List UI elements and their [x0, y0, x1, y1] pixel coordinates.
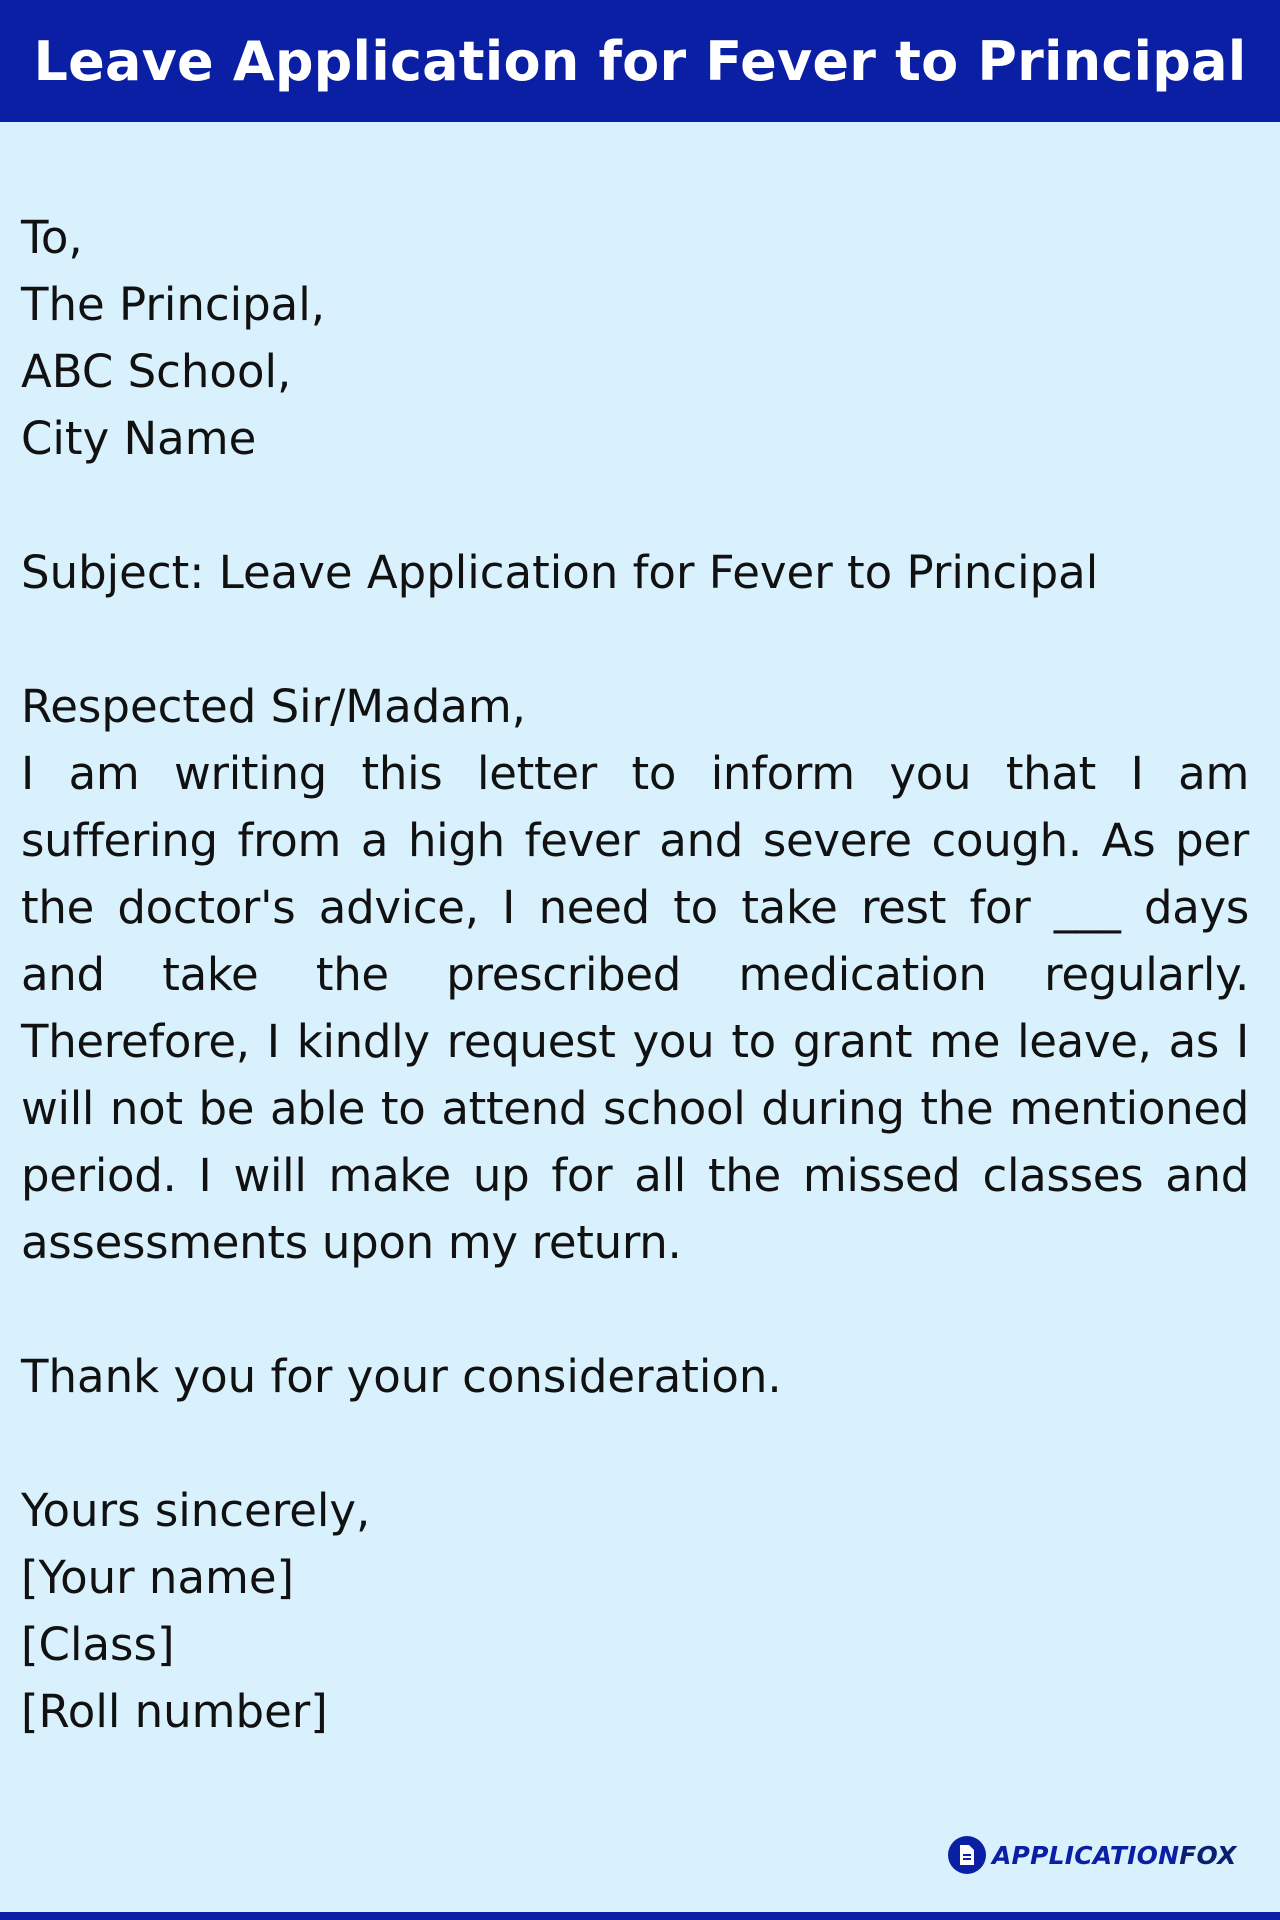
letter-body — [21, 204, 1249, 1745]
bottom-border — [0, 1912, 1280, 1920]
address-line-recipient: The Principal, — [21, 278, 326, 331]
address-line-city: City Name — [21, 412, 257, 465]
spacer — [21, 1276, 1249, 1343]
brand-logo — [948, 1836, 1237, 1874]
signature-name: [Your name] — [21, 1551, 295, 1604]
page-title: Leave Application for Fever to Principal — [33, 29, 1247, 93]
spacer — [21, 1410, 1249, 1477]
salutation: Respected Sir/Madam, — [21, 680, 526, 733]
subject-line: Subject: Leave Application for Fever to Principal — [21, 546, 1099, 599]
brand-name-part1: APPLICATION — [992, 1840, 1180, 1870]
signature-class: [Class] — [21, 1618, 175, 1671]
brand-name — [992, 1841, 1237, 1870]
body-paragraph: I am writing this letter to inform you that I am suffering from a high fever and severe cough. As per the doctor's advice, I need to take rest for ___ days and take the prescribed medication regularly. Therefore, I kindly request you to grant me leave, as I will not be able to attend school during the mentioned period. I will make up for all the missed classes and assessments upon my return. — [21, 747, 1249, 1269]
document-icon — [948, 1836, 986, 1874]
address-line-school: ABC School, — [21, 345, 292, 398]
thanks-line: Thank you for your consideration. — [21, 1350, 782, 1403]
spacer — [21, 606, 1249, 673]
spacer — [21, 472, 1249, 539]
signature-roll-number: [Roll number] — [21, 1685, 328, 1738]
brand-name-part2: FOX — [1179, 1840, 1237, 1870]
closing-line: Yours sincerely, — [21, 1484, 371, 1537]
address-line-to: To, — [21, 211, 83, 264]
header-banner — [0, 0, 1280, 122]
